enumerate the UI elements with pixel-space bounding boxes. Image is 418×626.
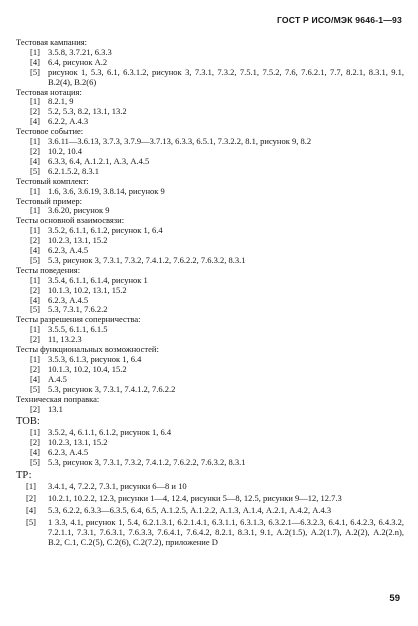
clause-references: 3.5.4, 6.1.1, 6.1.4, рисунок 1 xyxy=(48,274,148,285)
index-term: Тестовое событие: xyxy=(16,126,84,137)
clause-references: 6.2.1.5.2, 8.3.1 xyxy=(48,165,99,176)
source-number: [2] xyxy=(30,106,40,117)
index-entry xyxy=(16,345,404,395)
source-number: [4] xyxy=(30,155,40,166)
source-number: [2] xyxy=(30,145,40,156)
clause-references: 3.6.20, рисунок 9 xyxy=(48,205,110,216)
index-entry xyxy=(16,216,404,266)
clause-references: А.4.5 xyxy=(48,373,67,384)
clause-references: 5.3, рисунок 3, 7.3.1, 7.4.1.2, 7.6.2.2 xyxy=(48,383,176,394)
source-number: [5] xyxy=(30,165,40,176)
clause-references: 3.5.2, 6.1.1, 6.1.2, рисунок 1, 6.4 xyxy=(48,225,163,236)
source-number: [4] xyxy=(30,245,40,256)
clause-references: 10.2.3, 13.1, 15.2 xyxy=(48,437,108,448)
source-number: [5] xyxy=(30,304,40,315)
clause-references: рисунок 1, 5.3, 6.1, 6.3.1.2, рисунок 3, 7.3.1, 7.3.2, 7.5.1, 7.5.2, 7.6, 7.6.2.1, 7.7, 8.2.1, 8.3.1, 9.1, В.2(4), В.2(6) xyxy=(48,66,404,87)
index-term: Тестовый комплект: xyxy=(16,175,89,186)
index-term: ТОВ: xyxy=(16,416,40,428)
index-entry xyxy=(16,266,404,316)
clause-references: 3.5.2, 4, 6.1.1, 6.1.2, рисунок 1, 6.4 xyxy=(48,427,172,438)
clause-references: 5.3, 6.2.2, 6.3.3—6.3.5, 6.4, 6.5, А.1.2.5, А.1.2.2, А.1.3, А.1.4, А.2.1, А.4.2, А.4.3 xyxy=(48,504,332,515)
reference-row xyxy=(16,506,404,516)
clause-references: 3.6.11—3.6.13, 3.7.3, 3.7.9—3.7.13, 6.3.3, 6.5.1, 7.3.2.2, 8.1, рисунок 9, 8.2 xyxy=(48,136,312,147)
reference-row xyxy=(16,365,404,375)
clause-references: 6.2.2, А.4.3 xyxy=(48,116,89,127)
clause-references: 6.2.3, А.4.5 xyxy=(48,294,89,305)
source-number: [2] xyxy=(30,334,40,345)
source-number: [1] xyxy=(30,354,40,364)
reference-row xyxy=(16,68,404,88)
clause-references: 5.3, рисунок 3, 7.3.1, 7.3.2, 7.4.1.2, 7.6.2.2, 7.6.3.2, 8.3.1 xyxy=(48,254,246,265)
clause-references: 3.4.1, 4, 7.2.2, 7.3.1, рисунки 6—8 и 10 xyxy=(48,481,187,492)
source-number: [4] xyxy=(30,56,40,67)
clause-references: 1 3.3, 4.1, рисунок 1, 5.4, 6.2.1.3.1, 6.2.1.4.1, 6.3.1.1, 6.3.1.3, 6.3.2.1—6.3.2.3, 6.4.1, 6.4.2.3, 6.4.3.2, 7.2.1.1, 7.3.1, 7.6.3.1, 7.6.3.3, 7.6.4.1, 7.6.4.2, 8.2.1, 8.3.1, 9.1, А.2(1.5), А.2(1.7), А.2(2), А.2(2.n), В.2, С.1, С.2(5), С.2(6), С.2(7.2), приложение D xyxy=(48,516,404,547)
source-number: [1] xyxy=(30,96,40,107)
reference-list xyxy=(16,276,404,316)
reference-list xyxy=(16,97,404,127)
index-entry xyxy=(16,415,404,468)
clause-references: 10.2, 10.4 xyxy=(48,145,82,156)
index-term: Тесты разрешения соперничества: xyxy=(16,314,141,325)
index-term: Тестовая нотация: xyxy=(16,86,82,97)
source-number: [2] xyxy=(30,363,40,374)
reference-list xyxy=(16,428,404,468)
clause-references: 6.4, рисунок А.2 xyxy=(48,56,108,67)
clause-references: 6.3.3, 6.4, А.1.2.1, А.3, А.4.5 xyxy=(48,155,150,166)
source-number: [1] xyxy=(30,225,40,236)
clause-references: 5.3, 7.3.1, 7.6.2.2 xyxy=(48,304,108,315)
clause-references: 10.1.3, 10.2, 13.1, 15.2 xyxy=(48,284,127,295)
index-entry xyxy=(16,469,404,547)
reference-list xyxy=(16,187,404,197)
clause-references: 3.5.3, 6.1.3, рисунок 1, 6.4 xyxy=(48,354,142,364)
index-term: Тесты поведения: xyxy=(16,264,81,275)
clause-references: 6.2.3, А.4.5 xyxy=(48,245,89,256)
index-term: Тесты основной взаимосвязи: xyxy=(16,215,125,226)
reference-list xyxy=(16,226,404,266)
reference-row xyxy=(16,482,404,492)
source-number: [5] xyxy=(30,254,40,265)
index-entry xyxy=(16,197,404,217)
source-number: [2] xyxy=(30,284,40,295)
index-entry xyxy=(16,177,404,197)
clause-references: 5.3, рисунок 3, 7.3.1, 7.3.2, 7.4.1.2, 7.6.2.2, 7.6.3.2, 8.3.1 xyxy=(48,457,246,468)
source-number: [1] xyxy=(30,274,40,285)
source-number: [5] xyxy=(26,516,36,527)
source-number: [4] xyxy=(30,447,40,458)
clause-references: 10.1.3, 10.2, 10.4, 15.2 xyxy=(48,363,127,374)
index-entry xyxy=(16,315,404,345)
reference-row xyxy=(16,494,404,504)
source-number: [5] xyxy=(30,383,40,394)
index-entry xyxy=(16,127,404,177)
source-number: [4] xyxy=(30,294,40,305)
index-term: Тестовый пример: xyxy=(16,195,82,206)
source-number: [1] xyxy=(30,46,40,57)
source-number: [4] xyxy=(26,504,36,515)
clause-references: 8.2.1, 9 xyxy=(48,96,74,107)
source-number: [1] xyxy=(30,185,40,196)
source-number: [2] xyxy=(30,403,40,414)
source-number: [1] xyxy=(30,324,40,335)
reference-list xyxy=(16,405,404,415)
source-number: [1] xyxy=(30,136,40,147)
index-entry xyxy=(16,38,404,88)
source-number: [5] xyxy=(30,457,40,468)
source-number: [2] xyxy=(26,492,36,503)
reference-list xyxy=(16,137,404,177)
index-term: ТР: xyxy=(16,470,32,482)
clause-references: 5.2, 5.3, 8.2, 13.1, 13.2 xyxy=(48,106,127,117)
reference-row xyxy=(16,187,404,197)
reference-list xyxy=(16,355,404,395)
source-number: [1] xyxy=(30,205,40,216)
reference-list xyxy=(16,48,404,88)
clause-references: 6.2.3, А.4.5 xyxy=(48,447,89,458)
clause-references: 1.6, 3.6, 3.6.19, 3.8.14, рисунок 9 xyxy=(48,185,165,196)
clause-references: 10.2.1, 10.2.2, 12.3, рисунки 1—4, 12.4, рисунки 5—8, 12.5, рисунки 9—12, 12.7.3 xyxy=(48,492,342,503)
reference-list xyxy=(16,482,404,547)
source-number: [1] xyxy=(26,481,36,492)
reference-row xyxy=(16,405,404,415)
index-entry xyxy=(16,395,404,415)
source-number: [4] xyxy=(30,373,40,384)
index-term: Тестовая кампания: xyxy=(16,37,88,47)
source-number: [2] xyxy=(30,235,40,246)
index-term: Техническая поправка: xyxy=(16,393,100,404)
clause-references: 11, 13.2.3 xyxy=(48,334,82,345)
reference-row xyxy=(16,458,404,468)
source-number: [5] xyxy=(30,66,40,77)
reference-list xyxy=(16,325,404,345)
clause-references: 3.5.5, 6.1.1, 6.1.5 xyxy=(48,324,108,335)
source-number: [1] xyxy=(30,427,40,438)
index-term: Тесты функциональных возможностей: xyxy=(16,344,159,355)
running-header: ГОСТ Р ИСО/МЭК 9646-1—93 xyxy=(276,15,402,25)
clause-references: 10.2.3, 13.1, 15.2 xyxy=(48,235,108,246)
index-entry xyxy=(16,88,404,128)
source-number: [2] xyxy=(30,437,40,448)
source-number: [4] xyxy=(30,116,40,127)
reference-row xyxy=(16,518,404,548)
clause-references: 13.1 xyxy=(48,403,63,414)
index-list xyxy=(16,38,404,550)
page-number: 59 xyxy=(389,593,400,604)
clause-references: 3.5.8, 3.7.21, 6.3.3 xyxy=(48,46,112,57)
